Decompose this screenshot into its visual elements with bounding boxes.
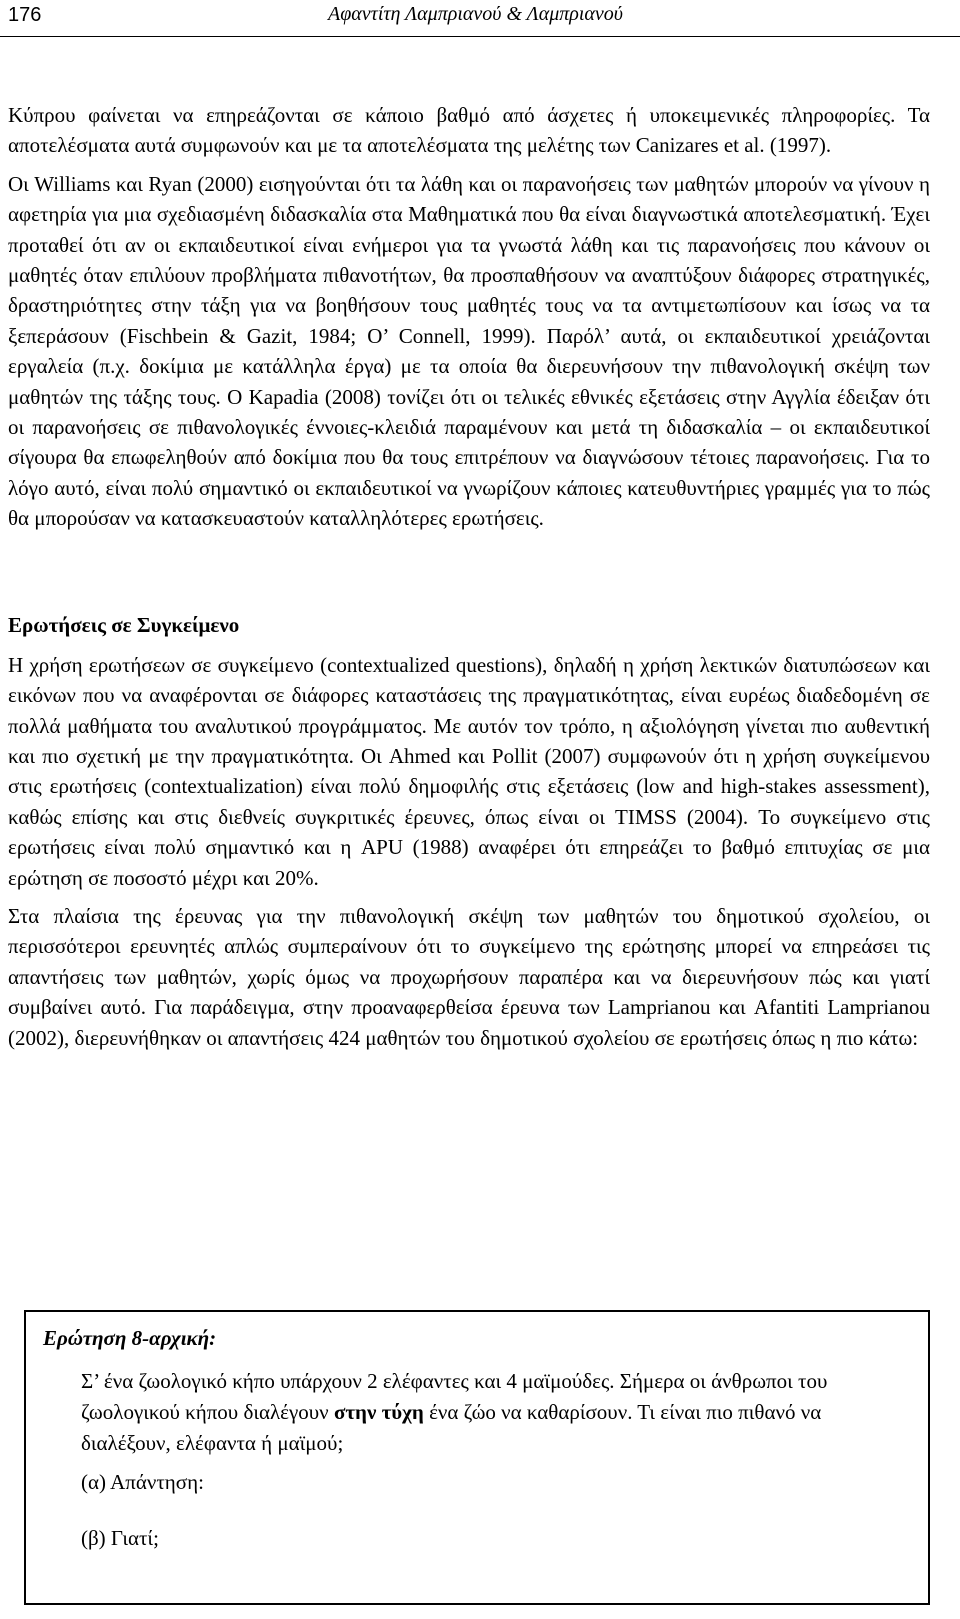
- paragraph-4: Στα πλαίσια της έρευνας για την πιθανολογική σκέψη των μαθητών του δημοτικού σχολείου, οι περισσότεροι ερευνητές απλώς συμπεραίνουν ότι το συγκείμενο της ερώτησης μπορεί να επηρεάσει τις απαντήσεις των μαθητών, χωρίς όμως να προχωρήσουν παραπέρα και να διερευνήσουν πώς και γιατί συμβαίνει αυτό. Για παράδειγμα, στην προαναφερθείσα έρευνα των Lamprianou και Afantiti Lamprianou (2002), διερευνήθηκαν οι απαντήσεις 424 μαθητών του δημοτικού σχολείου σε ερωτήσεις όπως η πιο κάτω:: [8, 903, 930, 1050]
- question-box: [24, 1310, 930, 1605]
- question-text: [81, 1366, 861, 1459]
- question-text-part-2: ένα ζώο να καθαρίσουν. Τι είναι πιο πιθανό να διαλέξουν, ελέφαντα ή μαϊμού;: [81, 1400, 822, 1455]
- question-text-part-1: Σ’ ένα ζωολογικό κήπο υπάρχουν 2 ελέφαντες και 4 μαϊμούδες. Σήμερα οι άνθρωποι του ζωολογικού κήπου διαλέγουν: [81, 1369, 828, 1424]
- answer-a-label: (α) Απάντηση:: [81, 1470, 204, 1494]
- paragraph-3: Η χρήση ερωτήσεων σε συγκείμενο (contextualized questions), δηλαδή η χρήση λεκτικών διατυπώσεων και εικόνων που να αναφέρονται σε διάφορες καταστάσεις της πραγματικότητας, είναι ευρέως διαδεδομένη σε πολλά μαθήματα του αναλυτικού προγράμματος. Με αυτόν τον τρόπο, η αξιολόγηση γίνεται πιο αυθεντική και πιο σχετική με την πραγματικότητα. Οι Ahmed και Pollit (2007) συμφωνούν ότι η χρήση συγκείμενου στις ερωτήσεις (contextualization) είναι πολύ δημοφιλής στις εξετάσεις (low and high-stakes assessment), καθώς επίσης και στις διεθνείς συγκριτικές έρευνες, όπως είναι οι TIMSS (2004). Το συγκείμενο στις ερωτήσεις είναι πολύ σημαντικό και η APU (1988) αναφέρει ότι επηρεάζει το βαθμό επιτυχίας σε μια ερώτηση σε ποσοστό μέχρι και 20%.: [8, 652, 930, 890]
- question-text-emphasis: στην τύχη: [333, 1400, 424, 1424]
- article-body: [8, 100, 930, 1061]
- paragraph-1: Κύπρου φαίνεται να επηρεάζονται σε κάποιο βαθμό από άσχετες ή υποκειμενικές πληροφορίες. Τα αποτελέσματα αυτά συμφωνούν και με τα αποτελέσματα της μελέτης των Canizares et al. (1997).: [8, 103, 930, 158]
- answer-b-label: (β) Γιατί;: [81, 1526, 159, 1550]
- page-number: 176: [8, 4, 42, 26]
- running-head: Αφαντίτη Λαμπριανού & Λαμπριανού: [328, 3, 623, 25]
- question-title: Ερώτηση 8-αρχική:: [43, 1326, 217, 1350]
- paragraph-2: Οι Williams και Ryan (2000) εισηγούνται ότι τα λάθη και οι παρανοήσεις των μαθητών μπορούν να γίνουν η αφετηρία για μια σχεδιασμένη διδασκαλία στα Μαθηματικά που θα είναι διαγνωστικά αποτελεσματική. Έχει προταθεί ότι αν οι εκπαιδευτικοί είναι ενήμεροι για τα γνωστά λάθη και τις παρανοήσεις που κάνουν οι μαθητές όταν επιλύουν προβλήματα πιθανοτήτων, θα προσπαθήσουν να αναπτύξουν διάφορες στρατηγικές, δραστηριότητες στην τάξη για να βοηθήσουν τους μαθητές τους να τα αντιμετωπίσουν και ίσως να τα ξεπεράσουν (Fischbein & Gazit, 1984; O’ Connell, 1999). Παρόλ’ αυτά, οι εκπαιδευτικοί χρειάζονται εργαλεία (π.χ. δοκίμια με κατάλληλα έργα) με τα οποία θα διερευνήσουν την πιθανολογική σκέψη των μαθητών της τάξης τους. Ο Kapadia (2008) τονίζει ότι οι τελικές εθνικές εξετάσεις στην Αγγλία έδειξαν ότι οι παρανοήσεις σε πιθανολογικές έννοιες-κλειδιά παραμένουν και μετά τη διδασκαλία – οι εκπαιδευτικοί σίγουρα θα επωφεληθούν από δοκίμια που θα τους επιτρέπουν να διαγνώσουν τέτοιες παρανοήσεις. Για το λόγο αυτό, είναι πολύ σημαντικό οι εκπαιδευτικοί να γνωρίζουν κάποιες κατευθυντήριες γραμμές για το πώς θα μπορούσαν να κατασκευαστούν καταλληλότερες ερωτήσεις.: [8, 171, 930, 531]
- page-header: [0, 0, 960, 37]
- section-heading: Ερωτήσεις σε Συγκείμενο: [8, 612, 240, 637]
